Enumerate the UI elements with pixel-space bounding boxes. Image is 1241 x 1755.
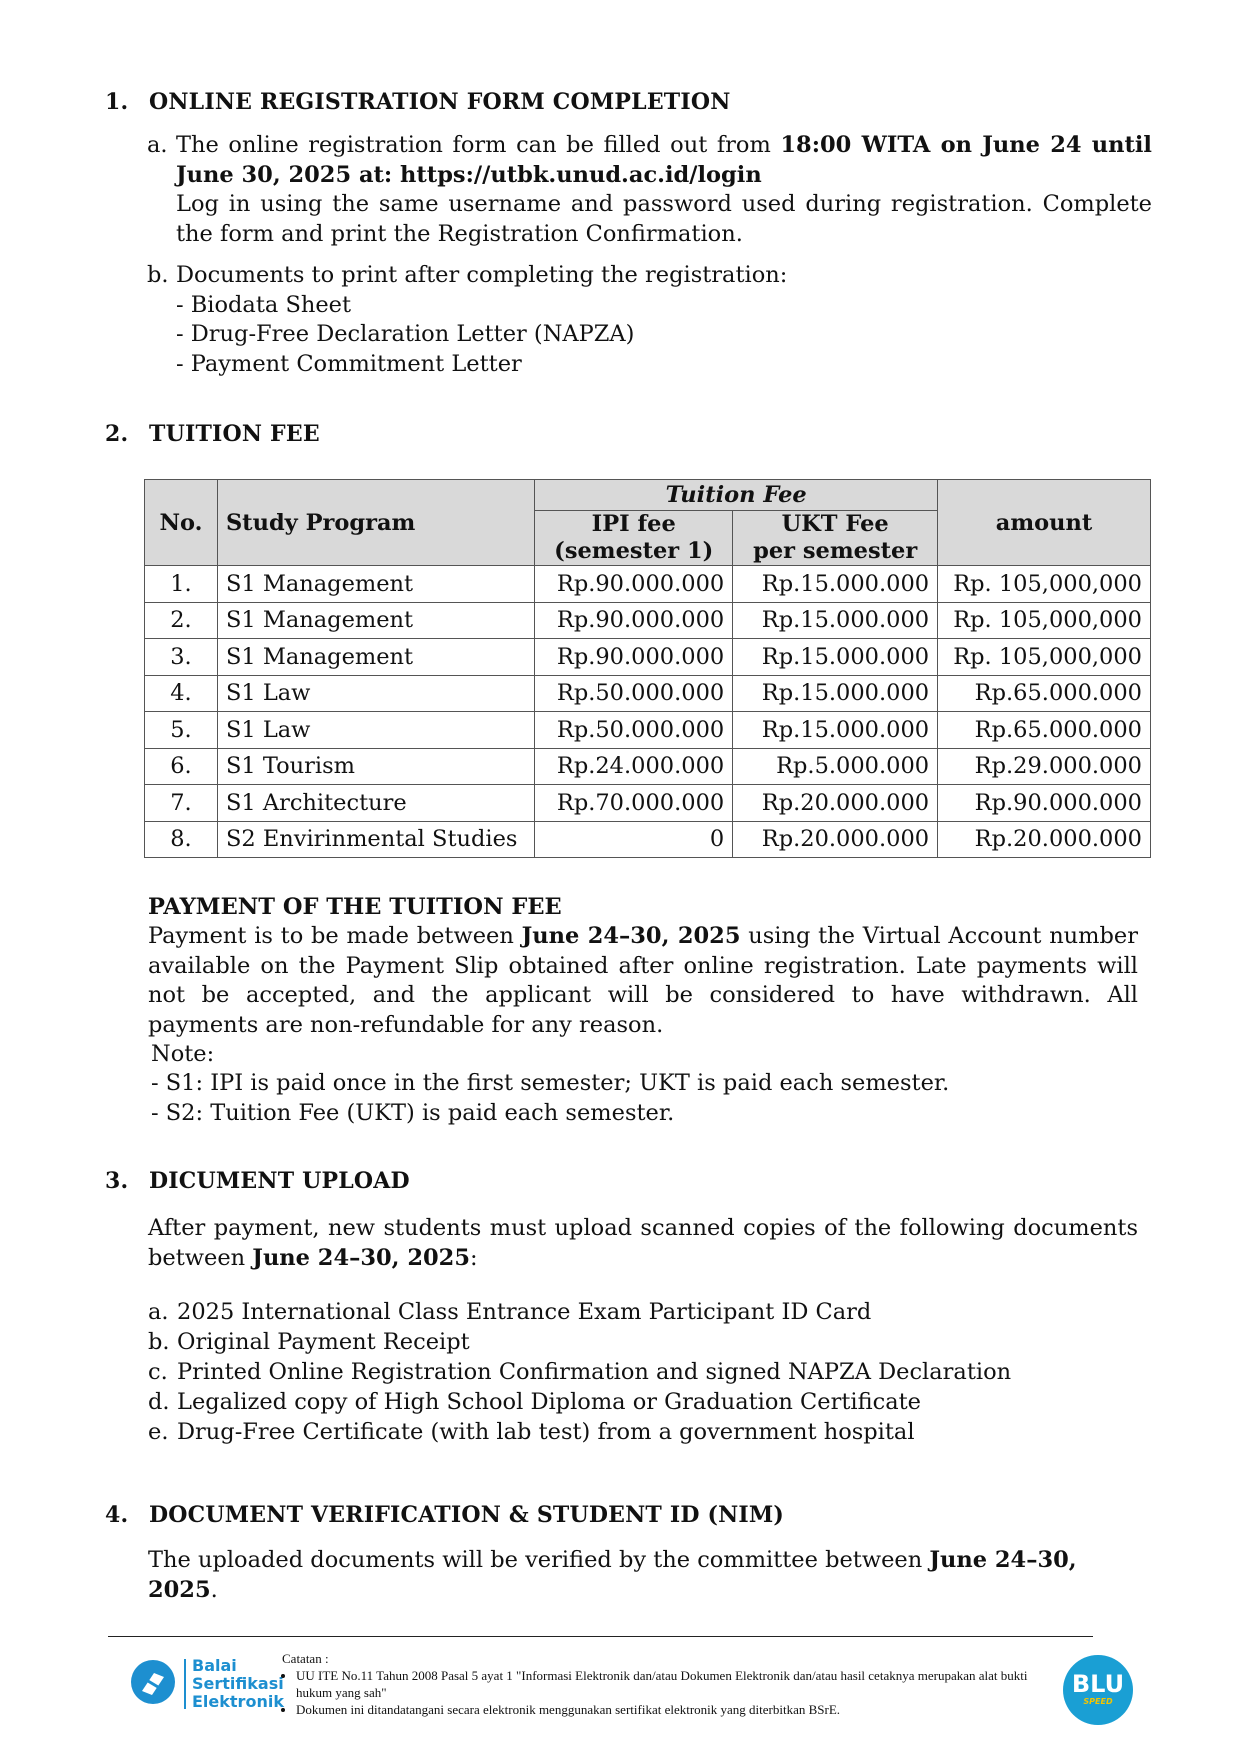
blu-logo-subtext: SPEED <box>1083 1697 1113 1706</box>
note-item: - S1: IPI is paid once in the first semester; UKT is paid each semester. <box>151 1070 950 1096</box>
row-amount: Rp.20.000.000 <box>938 821 1151 858</box>
section-1-item-a <box>147 131 1152 249</box>
list-item: - Payment Commitment Letter <box>176 350 522 377</box>
section-2-heading <box>105 421 320 447</box>
row-program: S1 Architecture <box>217 785 534 822</box>
row-program: S1 Tourism <box>217 748 534 785</box>
row-program: S1 Management <box>217 566 534 603</box>
table-row <box>145 748 1151 785</box>
row-ukt: Rp.15.000.000 <box>733 712 938 749</box>
payment-paragraph: Payment is to be made between June 24–30, 2025 using the Virtual Account number available on the Payment Slip obtained after online registration. Late payments will not be accepted, and the applicant will be considered to have withdrawn. All payments are non-refundable for any reason. <box>148 923 1138 1038</box>
tuition-fee-table <box>144 479 1151 858</box>
row-no: 2. <box>145 602 218 639</box>
row-no: 3. <box>145 639 218 676</box>
header-tuition-fee: Tuition Fee <box>535 480 938 511</box>
item-text: Documents to print after completing the registration: <box>176 262 788 288</box>
row-no: 1. <box>145 566 218 603</box>
row-ukt: Rp.15.000.000 <box>733 639 938 676</box>
row-amount: Rp.29.000.000 <box>938 748 1151 785</box>
section-1-heading <box>105 89 731 115</box>
verification-dates: June 24–30, 2025 <box>148 1547 1077 1603</box>
row-ukt: Rp.15.000.000 <box>733 675 938 712</box>
row-ipi: Rp.50.000.000 <box>535 712 733 749</box>
section-3-heading <box>105 1168 410 1194</box>
registration-date-url: 18:00 WITA on June 24 until June 30, 2025 at: https://utbk.unud.ac.id/login <box>176 132 1152 188</box>
list-item: - Drug-Free Declaration Letter (NAPZA) <box>176 321 635 347</box>
row-no: 5. <box>145 712 218 749</box>
section-title: ONLINE REGISTRATION FORM COMPLETION <box>149 89 731 115</box>
row-ipi: 0 <box>535 821 733 858</box>
verification-paragraph: The uploaded documents will be verified by the committee between June 24–30, 2025. <box>148 1547 1077 1603</box>
list-marker: b. <box>147 262 169 288</box>
upload-documents-list <box>148 1297 1148 1447</box>
row-program: S1 Law <box>217 712 534 749</box>
row-amount: Rp.65.000.000 <box>938 675 1151 712</box>
row-program: S1 Law <box>217 675 534 712</box>
row-ipi: Rp.70.000.000 <box>535 785 733 822</box>
row-ukt: Rp.20.000.000 <box>733 785 938 822</box>
section-number: 1. <box>105 89 129 115</box>
notes-list <box>151 1069 1141 1128</box>
section-title: DOCUMENT VERIFICATION & STUDENT ID (NIM) <box>149 1502 785 1528</box>
row-ukt: Rp.20.000.000 <box>733 821 938 858</box>
row-amount: Rp. 105,000,000 <box>938 602 1151 639</box>
list-item: - Biodata Sheet <box>176 291 352 318</box>
list-marker: a. <box>147 132 168 158</box>
list-item: a. 2025 International Class Entrance Exam Participant ID Card <box>148 1299 872 1325</box>
table-row <box>145 712 1151 749</box>
note-item: - S2: Tuition Fee (UKT) is paid each semester. <box>151 1099 675 1126</box>
table-row <box>145 602 1151 639</box>
list-item: b. Original Payment Receipt <box>148 1329 470 1355</box>
table-row <box>145 675 1151 712</box>
list-item: d. Legalized copy of High School Diploma or Graduation Certificate <box>148 1389 921 1415</box>
row-ipi: Rp.90.000.000 <box>535 566 733 603</box>
list-item: e. Drug-Free Certificate (with lab test) from a government hospital <box>148 1419 915 1445</box>
header-ukt-fee: UKT Fee per semester <box>733 511 938 566</box>
table-row <box>145 566 1151 603</box>
bsre-logo-text: Balai Sertifikasi Elektronik <box>192 1656 284 1711</box>
blu-logo-text: BLU <box>1071 1670 1125 1698</box>
row-ukt: Rp.15.000.000 <box>733 602 938 639</box>
row-no: 8. <box>145 821 218 858</box>
table-row <box>145 785 1151 822</box>
footer-note-item: • UU ITE No.11 Tahun 2008 Pasal 5 ayat 1 "Informasi Elektronik dan/atau Dokumen Elektronik dan/atau hasil cetaknya merupakan alat bukti hukum yang sah" <box>296 1667 1062 1701</box>
row-amount: Rp. 105,000,000 <box>938 639 1151 676</box>
row-amount: Rp. 105,000,000 <box>938 566 1151 603</box>
row-amount: Rp.90.000.000 <box>938 785 1151 822</box>
row-program: S2 Envirinmental Studies <box>217 821 534 858</box>
footer-note-item: • Dokumen ini ditandatangani secara elektronik menggunakan sertifikat elektronik yang diterbitkan BSrE. <box>296 1701 1062 1718</box>
item-text: The online registration form can be filled out from <box>176 132 781 158</box>
row-program: S1 Management <box>217 639 534 676</box>
row-ipi: Rp.24.000.000 <box>535 748 733 785</box>
section-title: DICUMENT UPLOAD <box>149 1168 410 1194</box>
header-ipi-fee: IPI fee (semester 1) <box>535 511 733 566</box>
row-ipi: Rp.90.000.000 <box>535 602 733 639</box>
item-text: Log in using the same username and password used during registration. Complete the form and print the Registration Confirmation. <box>176 191 1152 247</box>
footer-divider <box>108 1636 1093 1637</box>
upload-dates: June 24–30, 2025 <box>252 1244 470 1271</box>
section-4-heading <box>105 1502 784 1528</box>
header-no: No. <box>145 480 218 566</box>
list-item: c. Printed Online Registration Confirmation and signed NAPZA Declaration <box>148 1359 1012 1385</box>
section-1-item-b <box>147 261 1152 379</box>
payment-heading: PAYMENT OF THE TUITION FEE <box>148 894 562 920</box>
footer-notes <box>282 1650 1062 1718</box>
payment-dates: June 24–30, 2025 <box>521 923 741 949</box>
catatan-label: Catatan : <box>282 1651 329 1666</box>
row-amount: Rp.65.000.000 <box>938 712 1151 749</box>
table-row <box>145 639 1151 676</box>
section-number: 2. <box>105 421 129 447</box>
row-ipi: Rp.50.000.000 <box>535 675 733 712</box>
row-no: 7. <box>145 785 218 822</box>
row-no: 6. <box>145 748 218 785</box>
row-ukt: Rp.5.000.000 <box>733 748 938 785</box>
section-title: TUITION FEE <box>149 421 320 447</box>
row-program: S1 Management <box>217 602 534 639</box>
row-ipi: Rp.90.000.000 <box>535 639 733 676</box>
section-number: 3. <box>105 1168 129 1194</box>
upload-intro: After payment, new students must upload scanned copies of the following documents between June 24–30, 2025: <box>148 1215 1138 1271</box>
row-ukt: Rp.15.000.000 <box>733 566 938 603</box>
note-label: Note: <box>151 1041 215 1067</box>
section-number: 4. <box>105 1502 129 1528</box>
header-amount: amount <box>938 480 1151 566</box>
table-row <box>145 821 1151 858</box>
header-study-program: Study Program <box>217 480 534 566</box>
row-no: 4. <box>145 675 218 712</box>
